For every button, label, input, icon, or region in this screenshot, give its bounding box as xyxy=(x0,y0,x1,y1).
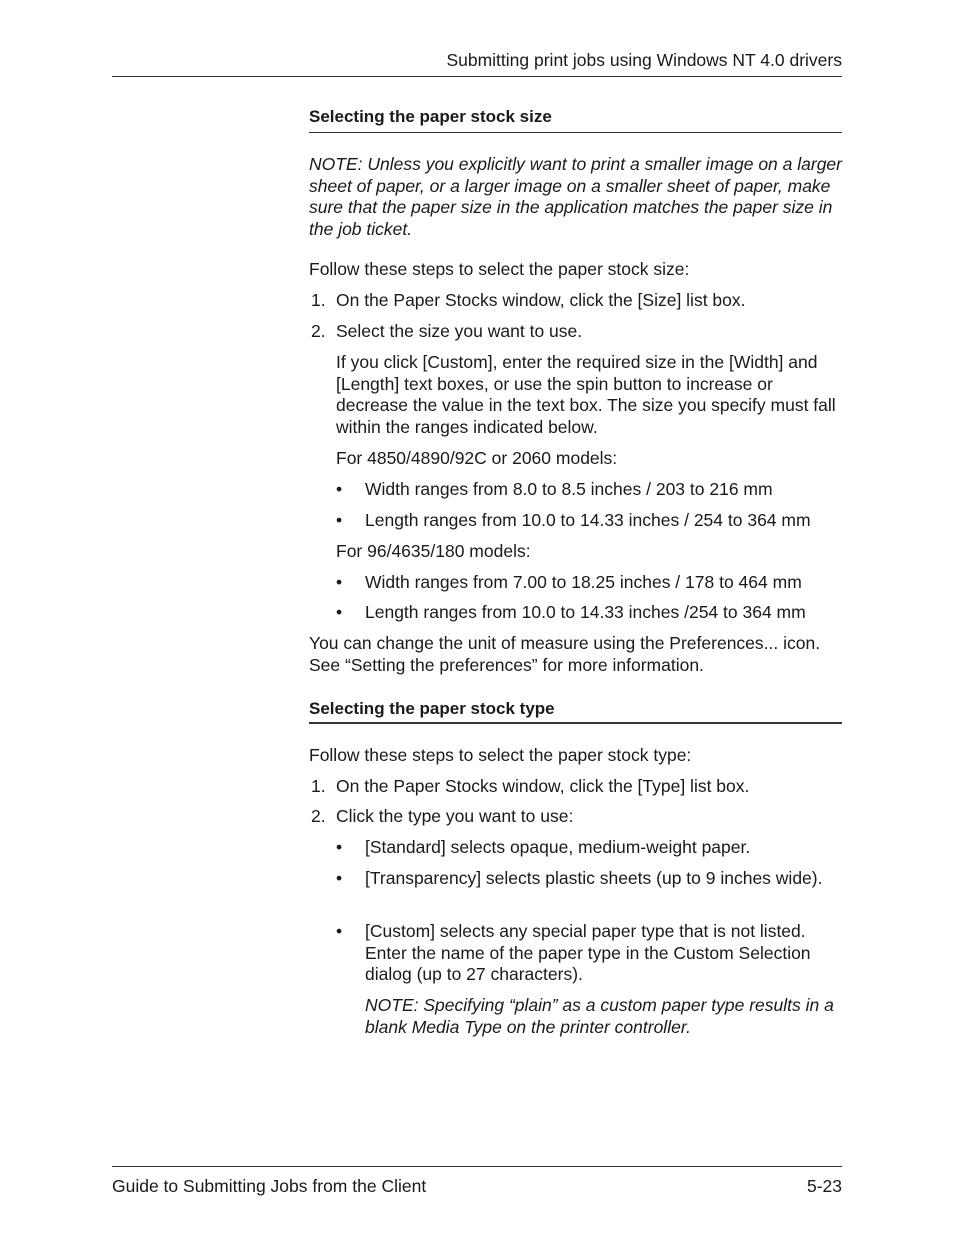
list-item-text: Length ranges from 10.0 to 14.33 inches /254 to 364 mm xyxy=(365,602,806,622)
step-number: 2. xyxy=(311,806,326,826)
intro-type: Follow these steps to select the paper stock type: xyxy=(309,745,692,765)
section-heading-type: Selecting the paper stock type xyxy=(309,699,555,718)
bullet-icon: • xyxy=(336,572,343,592)
bullet-icon: • xyxy=(336,921,343,941)
step-number: 1. xyxy=(311,290,326,310)
section-rule xyxy=(309,132,842,133)
list-item-text: Width ranges from 7.00 to 18.25 inches / 178 to 464 mm xyxy=(365,572,802,592)
header-rule xyxy=(112,76,842,77)
page-number: 5-23 xyxy=(806,1176,842,1196)
list-item-text: Width ranges from 8.0 to 8.5 inches / 203 to 216 mm xyxy=(365,479,773,499)
running-header: Submitting print jobs using Windows NT 4.0 drivers xyxy=(446,50,842,70)
list-item-text: [Custom] selects any special paper type that is not listed. Enter the name of the paper type in the Custom Selection dialog (up to 27 characters). xyxy=(365,921,811,984)
bullet-icon: • xyxy=(336,868,343,888)
bullet-icon: • xyxy=(336,510,343,530)
step-text: Click the type you want to use: xyxy=(336,806,574,826)
bullet-icon: • xyxy=(336,837,343,857)
footer-title: Guide to Submitting Jobs from the Client xyxy=(112,1176,427,1196)
footer-rule xyxy=(112,1166,842,1167)
step-number: 1. xyxy=(311,776,326,796)
step-text: On the Paper Stocks window, click the [Size] list box. xyxy=(336,290,746,310)
list-item-text: Length ranges from 10.0 to 14.33 inches / 254 to 364 mm xyxy=(365,510,811,530)
section-heading-size: Selecting the paper stock size xyxy=(309,107,552,126)
step-text: Select the size you want to use. xyxy=(336,321,583,341)
list-item-text: [Transparency] selects plastic sheets (up to 9 inches wide). xyxy=(365,868,823,888)
custom-size-text: If you click [Custom], enter the required size in the [Width] and [Length] text boxes, or use the spin button to increase or decrease the value in the text box. The size you specify must fall within the ranges indicated below. xyxy=(336,352,836,437)
models-b-label: For 96/4635/180 models: xyxy=(336,541,531,561)
bullet-icon: • xyxy=(336,479,343,499)
note-paper-size: NOTE: Unless you explicitly want to print a smaller image on a larger sheet of paper, or a larger image on a smaller sheet of paper, make sure that the paper size in the application matches the paper size in the job ticket. xyxy=(309,154,842,239)
step-text: On the Paper Stocks window, click the [Type] list box. xyxy=(336,776,750,796)
preferences-text: You can change the unit of measure using the Preferences... icon. See “Setting the preferences” for more information. xyxy=(309,633,821,675)
step-number: 2. xyxy=(311,321,326,341)
note-plain-type: NOTE: Specifying “plain” as a custom paper type results in a blank Media Type on the printer controller. xyxy=(365,995,834,1037)
models-a-label: For 4850/4890/92C or 2060 models: xyxy=(336,448,618,468)
section-rule xyxy=(309,722,842,724)
intro-size: Follow these steps to select the paper stock size: xyxy=(309,259,690,279)
bullet-icon: • xyxy=(336,602,343,622)
list-item-text: [Standard] selects opaque, medium-weight paper. xyxy=(365,837,751,857)
